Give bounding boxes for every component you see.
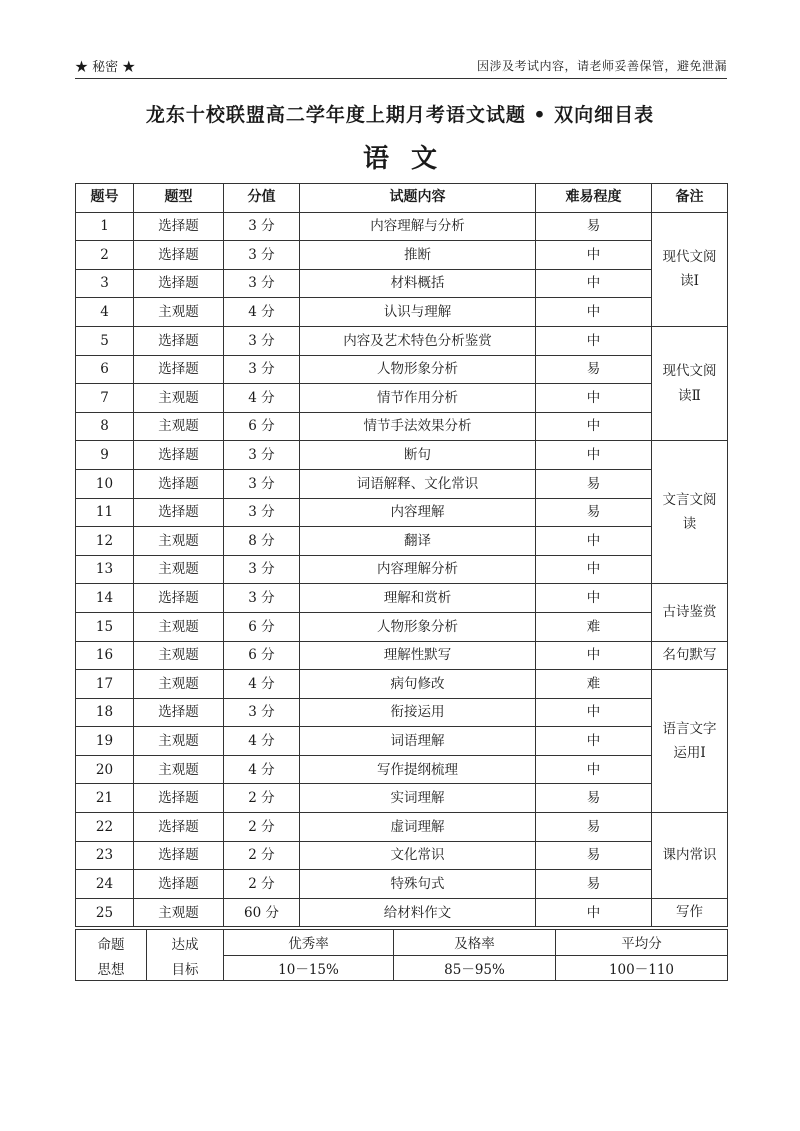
- cell-type: 选择题: [134, 269, 224, 298]
- cell-score: 3 分: [224, 355, 300, 384]
- cell-type: 主观题: [134, 755, 224, 784]
- col-header-note: 备注: [652, 184, 728, 213]
- cell-type: 选择题: [134, 326, 224, 355]
- subject-title: 语文: [362, 144, 459, 174]
- cell-content: 写作提纲梳理: [300, 755, 536, 784]
- cell-level: 易: [536, 469, 652, 498]
- table-row: [76, 727, 728, 756]
- cell-type: 主观题: [134, 612, 224, 641]
- cell-type: 主观题: [134, 412, 224, 441]
- table-row: [76, 498, 728, 527]
- cell-content: 材料概括: [300, 269, 536, 298]
- table-row: [76, 355, 728, 384]
- cell-no: 25: [76, 898, 134, 927]
- cell-note: 课内常识: [652, 813, 728, 899]
- table-row: [76, 841, 728, 870]
- cell-score: 2 分: [224, 870, 300, 899]
- cell-score: 2 分: [224, 841, 300, 870]
- cell-no: 17: [76, 670, 134, 699]
- cell-no: 1: [76, 212, 134, 241]
- cell-score: 6 分: [224, 412, 300, 441]
- table-row: [76, 755, 728, 784]
- col-header-type: 题型: [134, 184, 224, 213]
- metric-name-average: 平均分: [556, 930, 728, 956]
- table-row: [76, 898, 728, 927]
- table-row: [76, 670, 728, 699]
- cell-score: 3 分: [224, 441, 300, 470]
- cell-no: 16: [76, 641, 134, 670]
- cell-no: 20: [76, 755, 134, 784]
- cell-note: 名句默写: [652, 641, 728, 670]
- cell-content: 特殊句式: [300, 870, 536, 899]
- cell-no: 21: [76, 784, 134, 813]
- cell-content: 文化常识: [300, 841, 536, 870]
- cell-no: 6: [76, 355, 134, 384]
- cell-note: 写作: [652, 898, 728, 927]
- col-header-level: 难易程度: [536, 184, 652, 213]
- table-row: [76, 212, 728, 241]
- table-row: [76, 412, 728, 441]
- cell-score: 4 分: [224, 727, 300, 756]
- metric-value-pass: 85－95%: [394, 955, 556, 981]
- cell-type: 选择题: [134, 498, 224, 527]
- cell-content: 内容理解: [300, 498, 536, 527]
- cell-type: 选择题: [134, 813, 224, 842]
- cell-type: 主观题: [134, 898, 224, 927]
- cell-level: 中: [536, 269, 652, 298]
- cell-note: 语言文字运用Ⅰ: [652, 670, 728, 813]
- cell-type: 选择题: [134, 441, 224, 470]
- table-row: [76, 641, 728, 670]
- cell-no: 15: [76, 612, 134, 641]
- table-header-row: [76, 184, 728, 213]
- table-row: [76, 269, 728, 298]
- cell-no: 7: [76, 384, 134, 413]
- cell-level: 易: [536, 870, 652, 899]
- cell-level: 易: [536, 355, 652, 384]
- cell-level: 中: [536, 641, 652, 670]
- cell-type: 选择题: [134, 469, 224, 498]
- goals-row-top: [76, 930, 728, 956]
- col-header-score: 分值: [224, 184, 300, 213]
- table-row: [76, 527, 728, 556]
- cell-score: 4 分: [224, 298, 300, 327]
- cell-content: 情节手法效果分析: [300, 412, 536, 441]
- cell-type: 主观题: [134, 670, 224, 699]
- goals-row-bottom: [76, 955, 728, 981]
- cell-level: 中: [536, 555, 652, 584]
- cell-type: 选择题: [134, 698, 224, 727]
- cell-score: 2 分: [224, 813, 300, 842]
- cell-level: 中: [536, 298, 652, 327]
- cell-type: 主观题: [134, 641, 224, 670]
- cell-type: 主观题: [134, 527, 224, 556]
- table-row: [76, 698, 728, 727]
- cell-no: 22: [76, 813, 134, 842]
- metric-name-pass: 及格率: [394, 930, 556, 956]
- cell-level: 难: [536, 670, 652, 699]
- cell-level: 易: [536, 784, 652, 813]
- goal-label-1-bottom: 思想: [76, 955, 147, 981]
- cell-level: 中: [536, 326, 652, 355]
- cell-no: 3: [76, 269, 134, 298]
- cell-level: 中: [536, 441, 652, 470]
- cell-content: 认识与理解: [300, 298, 536, 327]
- cell-note: 现代文阅读Ⅱ: [652, 326, 728, 440]
- cell-no: 8: [76, 412, 134, 441]
- cell-score: 3 分: [224, 241, 300, 270]
- cell-content: 虚词理解: [300, 813, 536, 842]
- cell-type: 主观题: [134, 727, 224, 756]
- cell-type: 选择题: [134, 212, 224, 241]
- cell-level: 中: [536, 584, 652, 613]
- cell-type: 选择题: [134, 241, 224, 270]
- goal-label-2-bottom: 目标: [147, 955, 224, 981]
- cell-note: 现代文阅读Ⅰ: [652, 212, 728, 326]
- cell-score: 3 分: [224, 584, 300, 613]
- cell-note: 文言文阅读: [652, 441, 728, 584]
- cell-content: 内容理解分析: [300, 555, 536, 584]
- cell-content: 人物形象分析: [300, 612, 536, 641]
- cell-score: 3 分: [224, 498, 300, 527]
- cell-type: 主观题: [134, 555, 224, 584]
- cell-level: 中: [536, 727, 652, 756]
- cell-content: 给材料作文: [300, 898, 536, 927]
- cell-content: 理解性默写: [300, 641, 536, 670]
- cell-no: 14: [76, 584, 134, 613]
- cell-level: 中: [536, 384, 652, 413]
- cell-score: 3 分: [224, 269, 300, 298]
- cell-score: 6 分: [224, 612, 300, 641]
- cell-score: 3 分: [224, 212, 300, 241]
- cell-content: 病句修改: [300, 670, 536, 699]
- cell-level: 中: [536, 755, 652, 784]
- table-row: [76, 241, 728, 270]
- page-header: [75, 52, 727, 79]
- cell-level: 易: [536, 841, 652, 870]
- cell-type: 主观题: [134, 384, 224, 413]
- cell-level: 中: [536, 412, 652, 441]
- cell-type: 选择题: [134, 841, 224, 870]
- metric-name-excellent: 优秀率: [224, 930, 394, 956]
- spec-table: [75, 183, 728, 927]
- col-header-content: 试题内容: [300, 184, 536, 213]
- cell-content: 翻译: [300, 527, 536, 556]
- cell-no: 23: [76, 841, 134, 870]
- cell-level: 中: [536, 898, 652, 927]
- table-row: [76, 784, 728, 813]
- cell-level: 易: [536, 498, 652, 527]
- metric-value-average: 100－110: [556, 955, 728, 981]
- cell-type: 主观题: [134, 298, 224, 327]
- cell-no: 4: [76, 298, 134, 327]
- cell-no: 13: [76, 555, 134, 584]
- table-row: [76, 584, 728, 613]
- cell-score: 6 分: [224, 641, 300, 670]
- table-body: [76, 212, 728, 927]
- cell-score: 4 分: [224, 755, 300, 784]
- confidential-notice: 因涉及考试内容，请老师妥善保管，避免泄漏: [476, 59, 727, 73]
- table-row: [76, 469, 728, 498]
- cell-content: 词语理解: [300, 727, 536, 756]
- confidential-mark: ★ 秘密 ★: [75, 60, 136, 75]
- goal-label-2-top: 达成: [147, 930, 224, 956]
- cell-score: 8 分: [224, 527, 300, 556]
- cell-content: 词语解释、文化常识: [300, 469, 536, 498]
- cell-type: 选择题: [134, 584, 224, 613]
- cell-level: 中: [536, 241, 652, 270]
- cell-no: 18: [76, 698, 134, 727]
- cell-type: 选择题: [134, 784, 224, 813]
- cell-content: 内容及艺术特色分析鉴赏: [300, 326, 536, 355]
- goals-table: [75, 929, 728, 981]
- table-row: [76, 441, 728, 470]
- cell-score: 3 分: [224, 326, 300, 355]
- cell-score: 3 分: [224, 469, 300, 498]
- table-row: [76, 870, 728, 899]
- cell-level: 易: [536, 212, 652, 241]
- cell-content: 内容理解与分析: [300, 212, 536, 241]
- cell-score: 3 分: [224, 555, 300, 584]
- cell-no: 10: [76, 469, 134, 498]
- cell-no: 11: [76, 498, 134, 527]
- cell-no: 5: [76, 326, 134, 355]
- cell-content: 推断: [300, 241, 536, 270]
- cell-content: 衔接运用: [300, 698, 536, 727]
- cell-no: 19: [76, 727, 134, 756]
- cell-score: 2 分: [224, 784, 300, 813]
- cell-no: 2: [76, 241, 134, 270]
- col-header-no: 题号: [76, 184, 134, 213]
- page-title: 龙东十校联盟高二学年度上期月考语文试题 • 双向细目表: [145, 104, 655, 126]
- cell-no: 9: [76, 441, 134, 470]
- cell-score: 60 分: [224, 898, 300, 927]
- table-row: [76, 555, 728, 584]
- cell-no: 12: [76, 527, 134, 556]
- cell-note: 古诗鉴赏: [652, 584, 728, 641]
- cell-level: 中: [536, 527, 652, 556]
- cell-no: 24: [76, 870, 134, 899]
- cell-content: 实词理解: [300, 784, 536, 813]
- cell-score: 3 分: [224, 698, 300, 727]
- cell-level: 难: [536, 612, 652, 641]
- goal-label-1-top: 命题: [76, 930, 147, 956]
- cell-type: 选择题: [134, 870, 224, 899]
- cell-content: 理解和赏析: [300, 584, 536, 613]
- cell-level: 中: [536, 698, 652, 727]
- table-row: [76, 326, 728, 355]
- cell-content: 断句: [300, 441, 536, 470]
- table-row: [76, 612, 728, 641]
- cell-score: 4 分: [224, 670, 300, 699]
- cell-content: 情节作用分析: [300, 384, 536, 413]
- cell-type: 选择题: [134, 355, 224, 384]
- table-row: [76, 384, 728, 413]
- cell-score: 4 分: [224, 384, 300, 413]
- table-row: [76, 813, 728, 842]
- cell-level: 易: [536, 813, 652, 842]
- cell-content: 人物形象分析: [300, 355, 536, 384]
- table-row: [76, 298, 728, 327]
- metric-value-excellent: 10－15%: [224, 955, 394, 981]
